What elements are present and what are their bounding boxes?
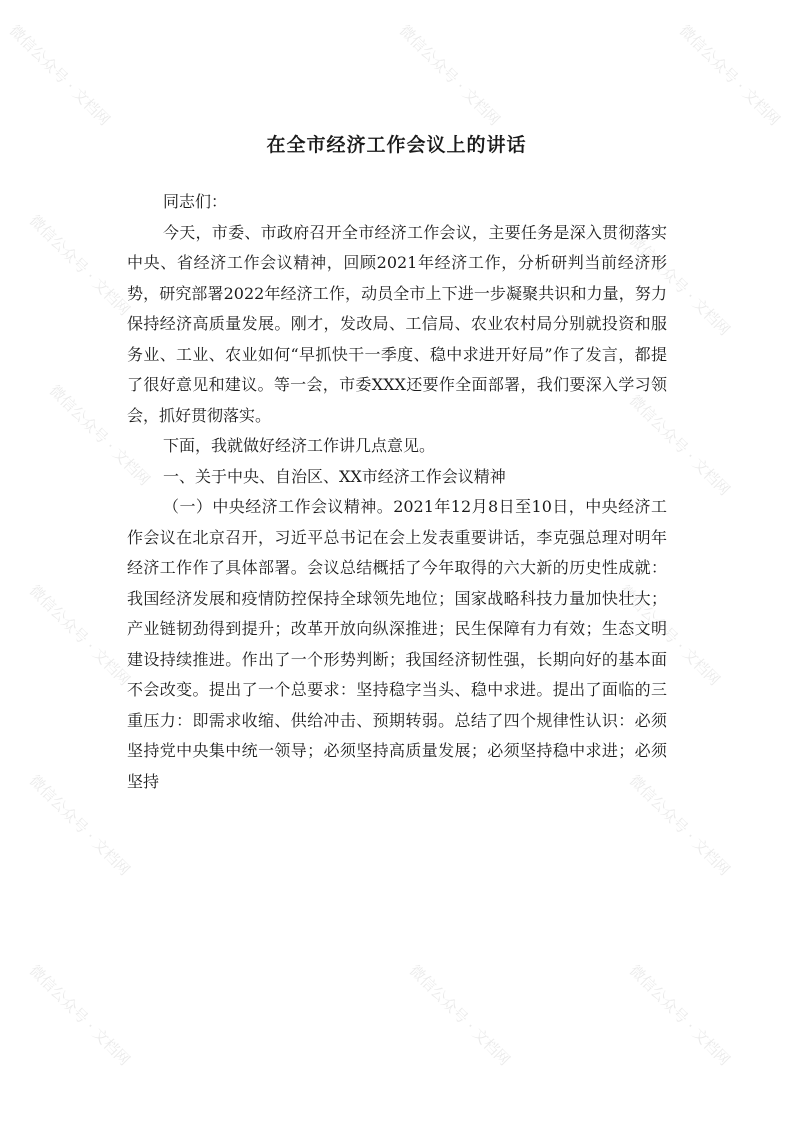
watermark-text: 微信公众号 · 文档网: [625, 391, 734, 500]
watermark-text: 微信公众号 · 文档网: [405, 961, 514, 1070]
paragraph: （一）中央经济工作会议精神。2021年12月8日至10日，中央经济工作会议在北京召开，习近平总书记在会上发表重要讲话，李克强总理对明年经济工作作了具体部署。会议总结概括了今年取得的六大新的历史性成就：我国经济发展和疫情防控保持全球领先地位；国家战略科技力量加快壮大；产业链韧劲得到提升；改革开放向纵深推进；民生保障有力有效；生态文明建设持续推进。作出了一个形势判断；我国经济韧性强，长期向好的基本面不会改变。提出了一个总要求：坚持稳字当头、稳中求进。提出了面临的三重压力：即需求收缩、供给冲击、预期转弱。总结了四个规律性认识：必须坚持党中央集中统一领导；必须坚持高质量发展；必须坚持稳中求进；必须坚持: [127, 497, 667, 791]
watermark-text: 微信公众号 · 文档网: [25, 581, 134, 690]
watermark-text: 微信公众号 · 文档网: [675, 21, 784, 130]
watermark-text: 微信公众号 · 文档网: [25, 771, 134, 880]
watermark-text: 微信公众号 · 文档网: [615, 581, 724, 690]
paragraph: 今天，市委、市政府召开全市经济工作会议，主要任务是深入贯彻落实中央、省经济工作会议精神，回顾2021年经济工作，分析研判当前经济形势，研究部署2022年经济工作，动员全市上下进一步凝聚共识和力量，努力保持经济高质量发展。刚才，发改局、工信局、农业农村局分别就投资和服务业、工业、农业如何“早抓快干一季度、稳中求进开好局”作了发言，都提了很好意见和建议。等一会，市委XXX还要作全面部署，我们要深入学习领会，抓好贯彻落实。: [127, 222, 667, 425]
watermark-text: 微信公众号 · 文档网: [625, 961, 734, 1070]
salutation: 同志们：: [163, 192, 228, 211]
paragraph: 下面，我就做好经济工作讲几点意见。: [163, 436, 436, 455]
watermark-text: 微信公众号 · 文档网: [25, 961, 134, 1070]
watermark-text: 微信公众号 · 文档网: [25, 211, 134, 320]
watermark-text: 微信公众号 · 文档网: [5, 21, 114, 130]
watermark-text: 微信公众号 · 文档网: [625, 231, 734, 340]
document-body: [127, 187, 667, 797]
section-heading: 一、关于中央、自治区、XX市经济工作会议精神: [163, 466, 506, 486]
watermark-text: 微信公众号 · 文档网: [395, 21, 504, 130]
watermark-text: 微信公众号 · 文档网: [625, 771, 734, 880]
watermark-text: 微信公众号 · 文档网: [45, 381, 154, 490]
document-title: 在全市经济工作会议上的讲话: [266, 134, 527, 156]
